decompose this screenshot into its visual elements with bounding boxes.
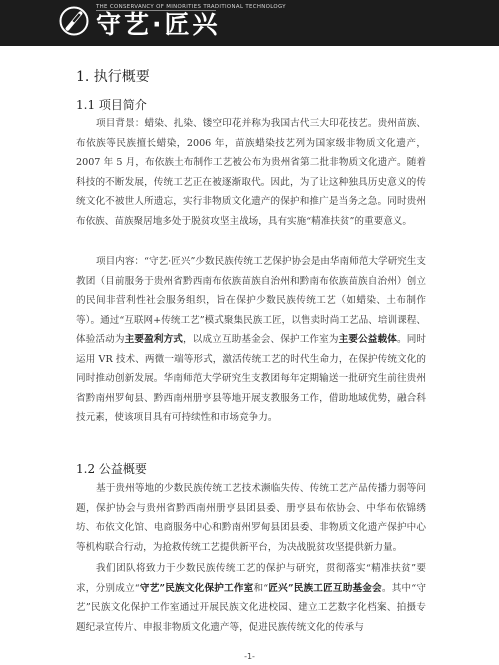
paragraph-charity-problem: 基于贵州等地的少数民族传统工艺技术濒临失传、传统工艺产品传播力弱等问题，保护协会与贵州省黔西南州册亨县团县委、册亨县布依协会、中华布依锦绣坊、布依文化馆、电商服务中心和黔南州罗甸县团县委、非物质文化遗产保护中心等机构联合行动，为抢救传统工艺提供新平台，为决战脱贫攻坚提供新力量。 bbox=[76, 483, 426, 553]
text-run: 。其中“守艺”民族文化保护工作室通过开展民族文化进校园、建立工艺数字化档案、拍摄专题纪录宣传片、申报非物质文化遗产等，促进民族传统文化的传承与 bbox=[76, 582, 427, 633]
banner-title: 守艺·匠兴 bbox=[96, 10, 221, 39]
header-banner bbox=[0, 0, 499, 46]
text-run: 项目内容：“守艺·匠兴”少数民族传统工艺保护协会是由华南师范大学研究生支教团（目前服务于贵州省黔西南布依族苗族自治州和黔南布依族苗族自治州）创立的民间非营利性社会服务组织，旨在保护少数民族传统工艺（如蜡染、土布制作等）。通过“互联网+传统工艺”模式聚集民族工匠，以售卖时尚工艺品、培训课程、体验活动为 bbox=[76, 256, 426, 345]
brush-logo-icon bbox=[59, 6, 89, 36]
bold-studio-name: 守艺”民族文化保护工作室 bbox=[139, 582, 254, 594]
paragraph-team-mission bbox=[76, 559, 426, 637]
page-number: -1- bbox=[244, 652, 255, 661]
bold-profit-model: 主要盈利方式 bbox=[124, 334, 183, 345]
paragraph-project-content bbox=[76, 252, 426, 428]
bold-charity-carrier: 主要公益载体 bbox=[338, 334, 397, 345]
heading-charity-summary: 1.2 公益概要 bbox=[76, 462, 147, 476]
heading-project-intro: 1.1 项目简介 bbox=[76, 98, 147, 112]
heading-executive-summary: 1. 执行概要 bbox=[76, 69, 150, 85]
paragraph-project-background: 项目背景：蜡染、扎染、镂空印花并称为我国古代三大印花技艺。贵州苗族、布依族等民族擅长蜡染，2006 年，苗族蜡染技艺列为国家级非物质文化遗产，2007 年 5 月，布依族土布制作工艺被公布为贵州省第二批非物质文化遗产。随着科技的不断发展，传统工艺正在被逐渐取代。因此，为了让这种独具历史意义的传统文化不被世人所遗忘，实行非物质文化遗产的保护和推广是当务之急。同时贵州布依族、苗族聚居地多处于脱贫攻坚主战场，具有实施“精准扶贫”的重要意义。 bbox=[76, 118, 426, 227]
text-run: 。同时运用 VR 技术、两微一端等形式，激活传统工艺的时代生命力，在保护传统文化的同时推动创新发展。华南师范大学研究生支教团每年定期输送一批研究生前往贵州省黔南州罗甸县、黔西南州册亨县等地开展支教服务工作，借助地域优势，融合科技元素，使该项目具有可持续性和市场竞争力。 bbox=[76, 334, 427, 423]
text-run: 和“ bbox=[253, 582, 269, 594]
bold-fund-name: 匠兴”民族工匠互助基金会 bbox=[268, 582, 382, 594]
banner-subtitle: THE CONSERVANCY OF MINORITIES TRADITIONAL TECHNOLOGY bbox=[96, 4, 286, 10]
text-run: ，以成立互助基金会、保护工作室为 bbox=[183, 334, 339, 345]
text-run: 我们团队将致力于少数民族传统工艺的保护与研究，贯彻落实“精准扶贫”要求，分别成立“ bbox=[76, 563, 426, 594]
